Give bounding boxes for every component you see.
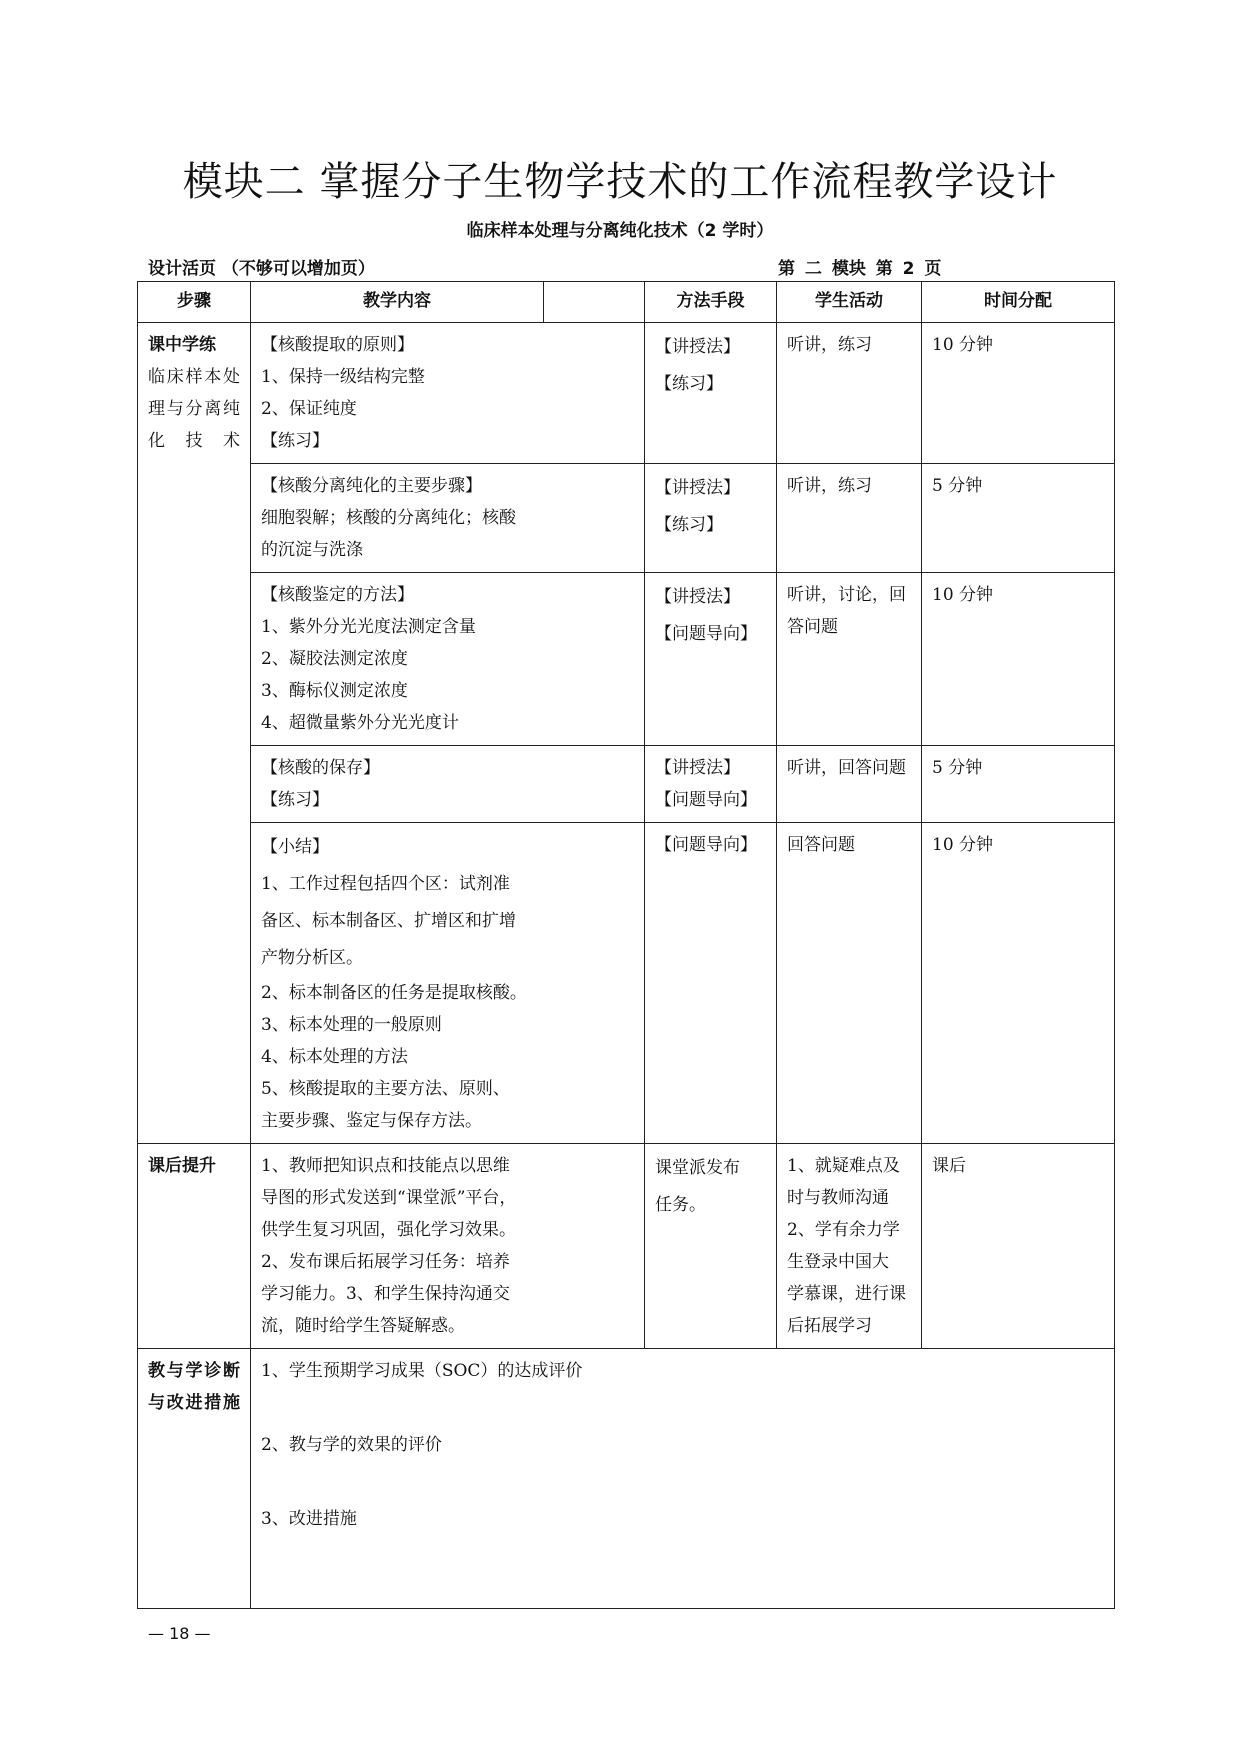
activity-text: 听讲，练习 <box>787 476 872 496</box>
page-number: — 18 — <box>148 1624 211 1643</box>
page-title: 模块二 掌握分子生物学技术的工作流程教学设计 <box>182 159 1058 205</box>
content-line: 3、酶标仪测定浓度 <box>261 681 408 701</box>
method-cell <box>645 573 777 746</box>
method-cell <box>645 746 777 823</box>
content-line: 【核酸鉴定的方法】 <box>261 585 414 605</box>
content-line: 【核酸分离纯化的主要步骤】 <box>261 476 482 496</box>
content-line: 【小结】 <box>261 837 329 857</box>
table-header-row <box>138 282 1115 323</box>
content-line: 产物分析区。 <box>261 948 363 968</box>
activity-text: 听讲，讨论，回答问题 <box>787 585 906 637</box>
page-subtitle: 临床样本处理与分离纯化技术（2 学时） <box>466 221 774 241</box>
content-cell <box>251 464 645 573</box>
content-line: 1、紫外分光光度法测定含量 <box>261 617 476 637</box>
time-cell <box>922 823 1115 1144</box>
content-cell <box>251 823 645 1144</box>
content-line: 1、教师把知识点和技能点以思维 <box>261 1156 510 1176</box>
content-line: 5、核酸提取的主要方法、原则、 <box>261 1079 510 1099</box>
time-text: 课后 <box>932 1156 966 1176</box>
method-line: 【讲授法】 <box>655 758 740 778</box>
content-line: 【练习】 <box>261 431 329 451</box>
content-line: 【核酸的保存】 <box>261 758 380 778</box>
lesson-plan-table <box>137 281 1115 1609</box>
activity-cell <box>777 746 922 823</box>
time-cell <box>922 746 1115 823</box>
content-line: 主要步骤、鉴定与保存方法。 <box>261 1111 482 1131</box>
table-row <box>138 823 1115 1144</box>
step-description: 临床样本处理与分离纯化技术 <box>148 367 240 451</box>
method-line: 【问题导向】 <box>655 835 757 855</box>
content-line: 细胞裂解；核酸的分离纯化；核酸 <box>261 508 516 528</box>
step-title: 教与学诊断与改进措施 <box>148 1361 240 1413</box>
content-line: 【核酸提取的原则】 <box>261 335 414 355</box>
time-cell <box>922 573 1115 746</box>
step-title: 课后提升 <box>148 1156 216 1176</box>
method-cell <box>645 1144 777 1349</box>
content-cell <box>251 746 645 823</box>
header-method: 方法手段 <box>645 282 777 323</box>
content-line: 供学生复习巩固，强化学习效果。 <box>261 1220 516 1240</box>
time-cell <box>922 464 1115 573</box>
activity-cell <box>777 464 922 573</box>
content-line: 【练习】 <box>261 790 329 810</box>
header-activity: 学生活动 <box>777 282 922 323</box>
content-line: 流，随时给学生答疑解惑。 <box>261 1316 465 1336</box>
activity-cell <box>777 823 922 1144</box>
table-row <box>138 1144 1115 1349</box>
method-cell <box>645 823 777 1144</box>
table-row <box>138 464 1115 573</box>
table-row <box>138 573 1115 746</box>
method-line: 任务。 <box>655 1195 706 1215</box>
activity-text: 听讲，练习 <box>787 335 872 355</box>
content-line: 3、标本处理的一般原则 <box>261 1015 442 1035</box>
method-line: 【问题导向】 <box>655 790 757 810</box>
step-title: 课中学练 <box>148 335 216 355</box>
method-line: 【讲授法】 <box>655 478 740 498</box>
activity-cell <box>777 573 922 746</box>
activity-cell <box>777 1144 922 1349</box>
header-content: 教学内容 <box>251 282 544 323</box>
method-line: 【练习】 <box>655 515 723 535</box>
content-line: 2、凝胶法测定浓度 <box>261 649 408 669</box>
method-line: 【问题导向】 <box>655 624 757 644</box>
table-row <box>138 1349 1115 1609</box>
content-cell <box>251 323 645 464</box>
content-line: 1、保持一级结构完整 <box>261 367 425 387</box>
content-line: 2、保证纯度 <box>261 399 357 419</box>
step-cell-after-class <box>138 1144 251 1349</box>
activity-text: 回答问题 <box>787 835 855 855</box>
activity-line: 2、学有余力学 <box>787 1220 900 1240</box>
time-cell <box>922 323 1115 464</box>
table-row <box>138 323 1115 464</box>
content-line: 2、标本制备区的任务是提取核酸。 <box>261 983 527 1003</box>
activity-text: 听讲，回答问题 <box>787 758 906 778</box>
diagnosis-item: 2、教与学的效果的评价 <box>261 1435 442 1455</box>
content-line: 学习能力。3、和学生保持沟通交 <box>261 1284 510 1304</box>
method-line: 【讲授法】 <box>655 587 740 607</box>
content-line: 4、超微量紫外分光光度计 <box>261 713 459 733</box>
diagnosis-content-cell <box>251 1349 1115 1609</box>
activity-line: 1、就疑难点及 <box>787 1156 900 1176</box>
time-text: 5 分钟 <box>932 476 983 496</box>
diagnosis-item: 1、学生预期学习成果（SOC）的达成评价 <box>261 1361 583 1381</box>
time-text: 5 分钟 <box>932 758 983 778</box>
activity-line: 时与教师沟通 <box>787 1188 889 1208</box>
method-cell <box>645 464 777 573</box>
step-cell-in-class <box>138 323 251 1144</box>
content-cell <box>251 573 645 746</box>
step-cell-diagnosis <box>138 1349 251 1609</box>
activity-line: 后拓展学习 <box>787 1316 872 1336</box>
method-line: 【讲授法】 <box>655 337 740 357</box>
activity-line: 学慕课，进行课 <box>787 1284 906 1304</box>
content-line: 1、工作过程包括四个区：试剂准 <box>261 874 510 894</box>
method-line: 课堂派发布 <box>655 1158 740 1178</box>
diagnosis-item: 3、改进措施 <box>261 1509 357 1529</box>
content-line: 2、发布课后拓展学习任务：培养 <box>261 1252 510 1272</box>
header-content-blank <box>544 282 645 323</box>
header-time: 时间分配 <box>922 282 1115 323</box>
module-page-label: 第 二 模块 第 2 页 <box>778 259 942 279</box>
time-text: 10 分钟 <box>932 835 994 855</box>
header-step: 步骤 <box>138 282 251 323</box>
method-line: 【练习】 <box>655 374 723 394</box>
table-row <box>138 746 1115 823</box>
activity-line: 生登录中国大 <box>787 1252 889 1272</box>
content-cell <box>251 1144 645 1349</box>
content-line: 的沉淀与洗涤 <box>261 540 363 560</box>
method-cell <box>645 323 777 464</box>
time-text: 10 分钟 <box>932 335 994 355</box>
design-sheet-label: 设计活页 （不够可以增加页） <box>148 259 375 279</box>
content-line: 备区、标本制备区、扩增区和扩增 <box>261 911 516 931</box>
time-cell <box>922 1144 1115 1349</box>
activity-cell <box>777 323 922 464</box>
content-line: 导图的形式发送到“课堂派”平台， <box>261 1188 517 1208</box>
content-line: 4、标本处理的方法 <box>261 1047 408 1067</box>
time-text: 10 分钟 <box>932 585 994 605</box>
